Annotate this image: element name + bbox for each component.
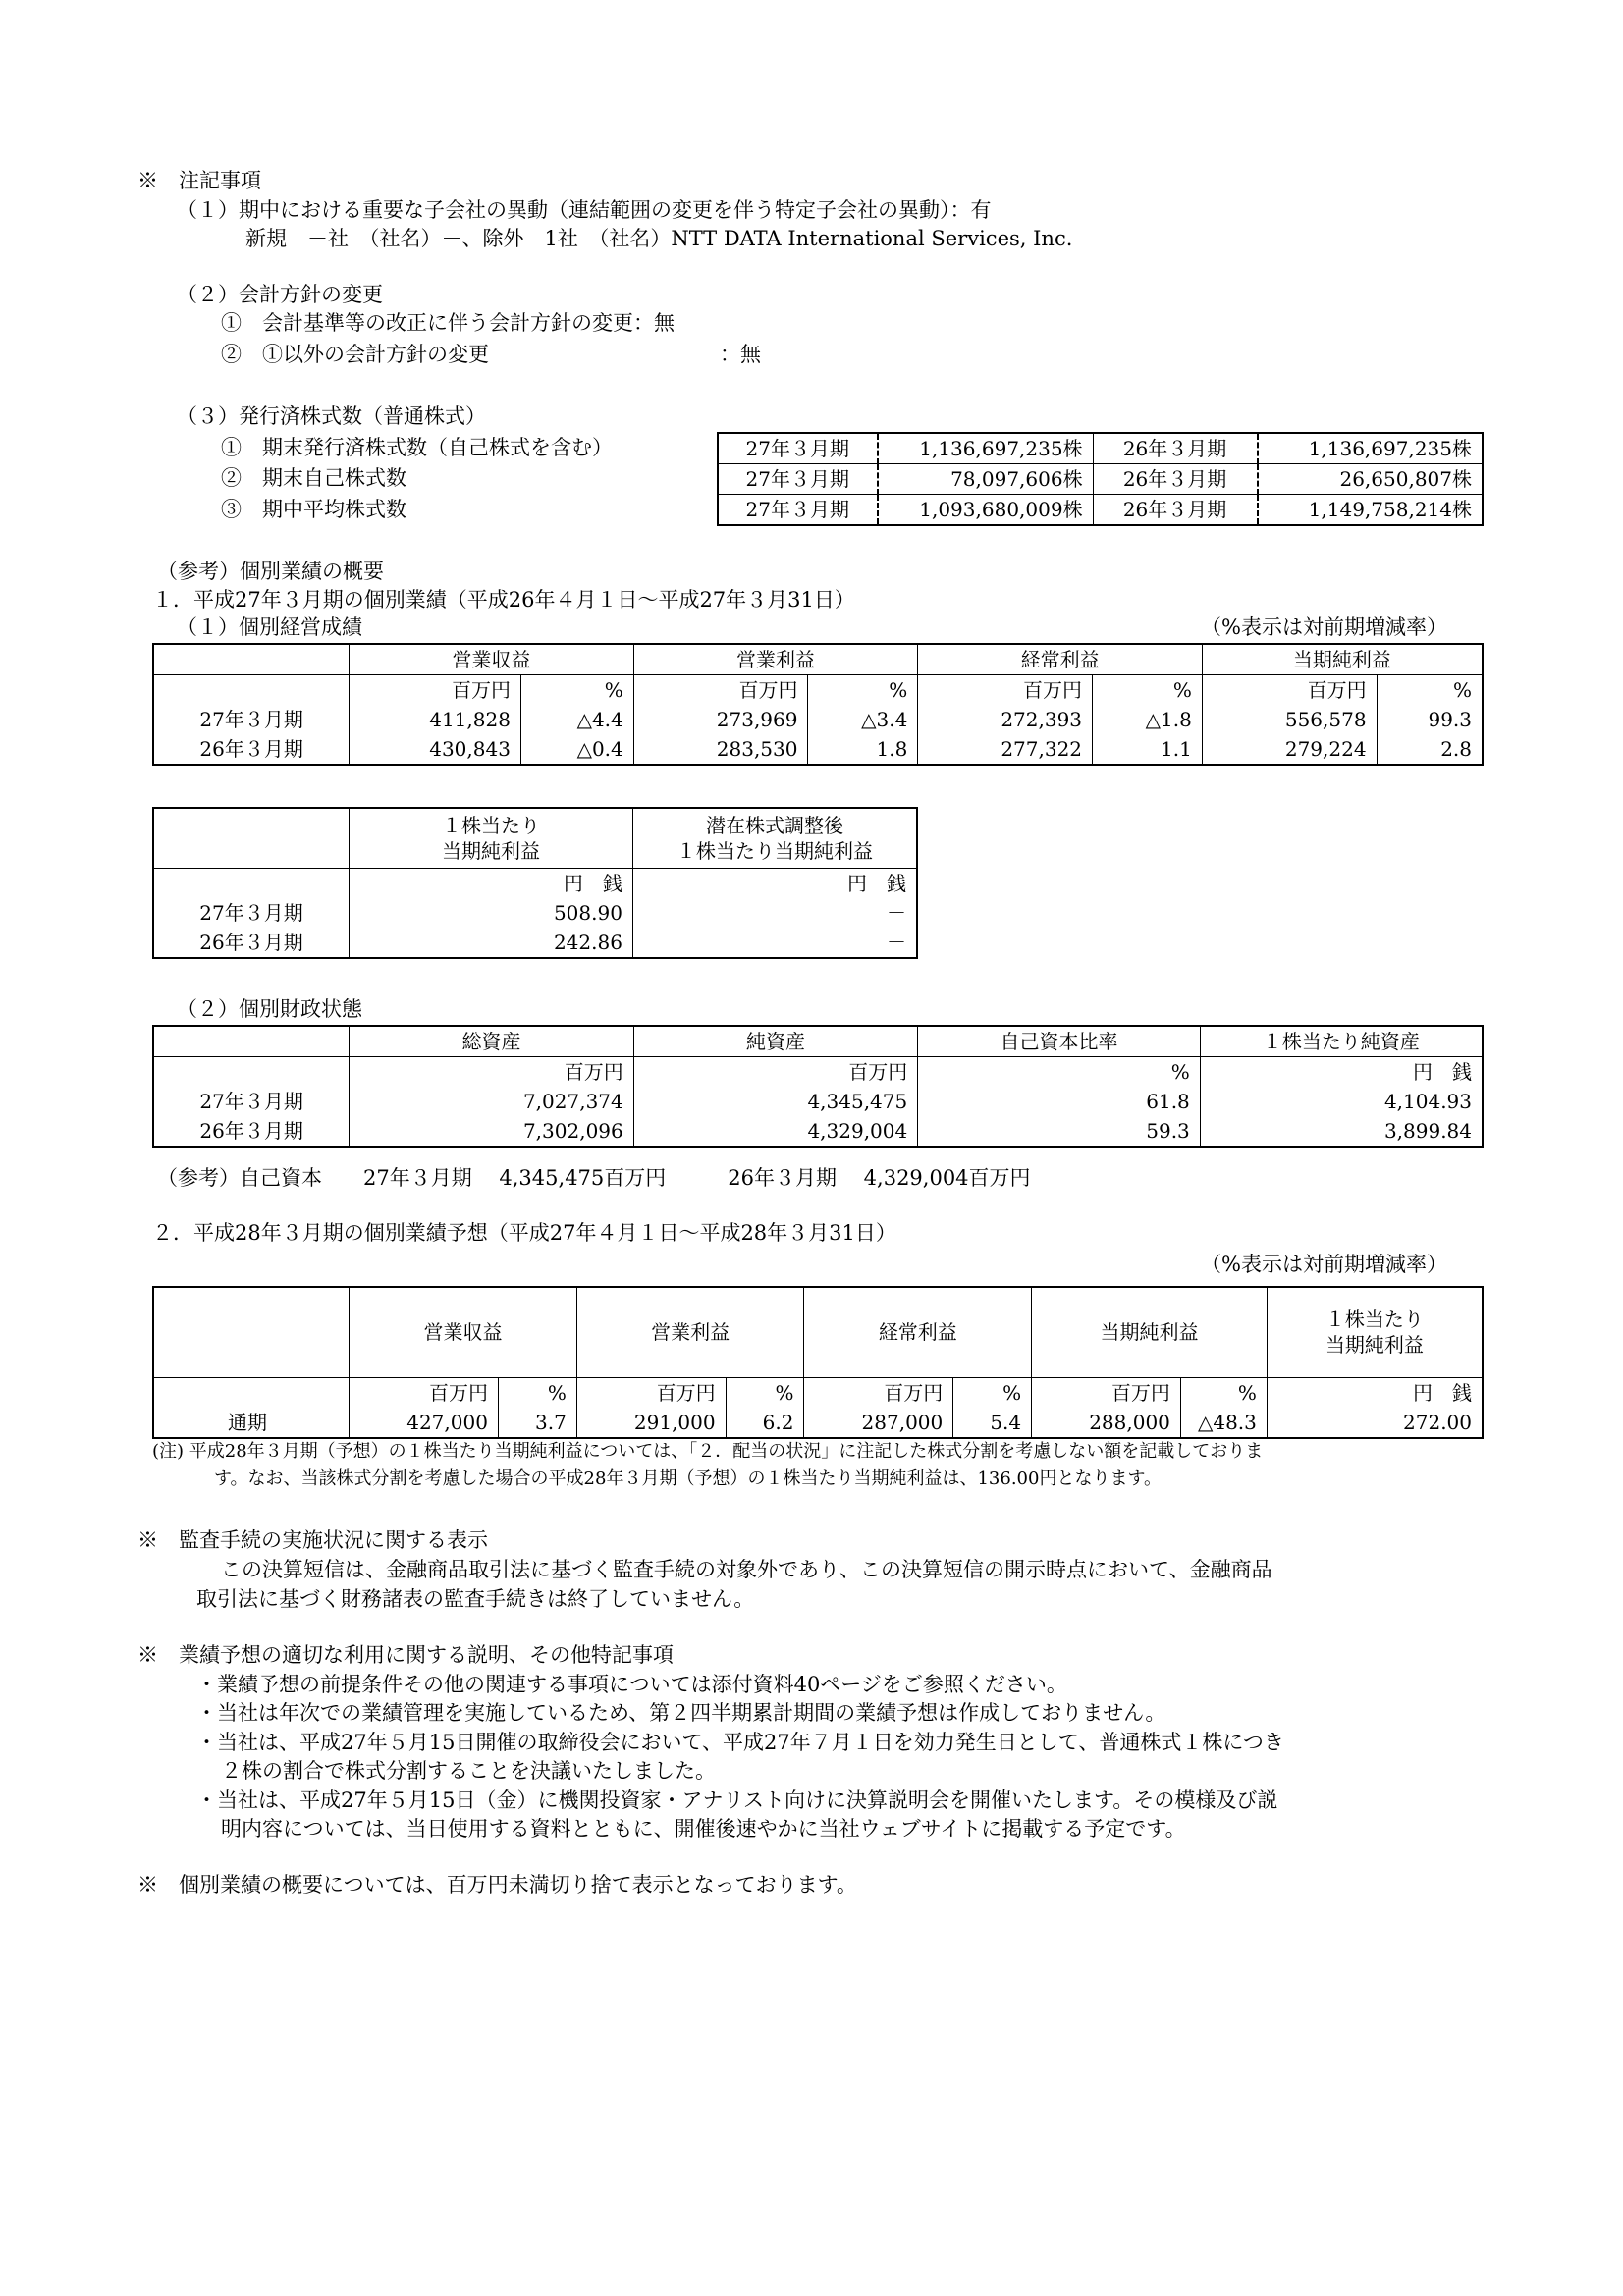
value-cell: 6.2 — [726, 1408, 804, 1438]
header-total-assets: 総資産 — [350, 1026, 633, 1057]
notes-item1-detail: 新規 －社 （社名）－、除外 1社 （社名）NTT DATA International Services, Inc. — [245, 227, 1073, 250]
ref-sec1-1: （１）個別経営成績 — [177, 615, 362, 639]
ref-pct-note: （%表示は対前期増減率） — [1201, 615, 1447, 639]
notes-item3-a: ① 期末発行済株式数（自己株式を含む） — [221, 436, 613, 459]
empty-cell — [153, 675, 350, 706]
value-cell: 7,302,096 — [350, 1116, 633, 1147]
value-cell: － — [632, 898, 917, 928]
notes-item3: （３）発行済株式数（普通株式） — [177, 404, 486, 428]
shares-value-cur: 1,136,697,235株 — [878, 433, 1094, 464]
table-row — [153, 705, 1483, 734]
row-label: 26年３月期 — [153, 1116, 350, 1147]
value-cell: 430,843 — [350, 734, 521, 765]
header-ordinary-income: 経常利益 — [804, 1287, 1032, 1377]
value-cell: 411,828 — [350, 705, 521, 734]
value-cell: 4,104.93 — [1200, 1087, 1483, 1116]
table-header-row — [153, 808, 917, 869]
forecast-use-bullet4a: ・当社は、平成27年５月15日（金）に機関投資家・アナリスト向けに決算説明会を開催いたします。その模様及び説 — [196, 1789, 1278, 1812]
header-diluted-eps — [632, 808, 917, 869]
table-row — [718, 464, 1483, 495]
shares-table — [717, 432, 1484, 526]
value-cell: △4.4 — [520, 705, 633, 734]
unit-cell: 百万円 — [350, 1377, 499, 1408]
unit-cell: 円 銭 — [632, 869, 917, 899]
value-cell: △48.3 — [1180, 1408, 1267, 1438]
row-label: 27年３月期 — [153, 1087, 350, 1116]
header-ordinary-income: 経常利益 — [918, 644, 1203, 675]
table-row — [153, 1087, 1483, 1116]
forecast-use-bullet2: ・当社は年次での業績管理を実施しているため、第２四半期累計期間の業績予想は作成しておりません。 — [196, 1701, 1166, 1725]
header-eps-line2: 当期純利益 — [1325, 1333, 1424, 1358]
value-cell: 272,393 — [918, 705, 1093, 734]
header-equity-ratio: 自己資本比率 — [918, 1026, 1201, 1057]
unit-cell: 百万円 — [1032, 1377, 1181, 1408]
value-cell: △0.4 — [520, 734, 633, 765]
forecast-heading: ２．平成28年３月期の個別業績予想（平成27年４月１日～平成28年３月31日） — [152, 1221, 896, 1245]
corner-cell — [153, 644, 350, 675]
unit-cell: 百万円 — [633, 1057, 917, 1088]
header-operating-income: 営業利益 — [633, 644, 918, 675]
table-row — [153, 1408, 1483, 1438]
corner-cell — [153, 1026, 350, 1057]
pct-cell: % — [520, 675, 633, 706]
unit-cell: 百万円 — [350, 675, 521, 706]
eps-table — [152, 807, 918, 959]
shares-value-prev: 26,650,807株 — [1258, 464, 1483, 495]
table-row — [718, 495, 1483, 526]
shares-period-prev: 26年３月期 — [1093, 464, 1257, 495]
value-cell: 288,000 — [1032, 1408, 1181, 1438]
notes-item3-b: ② 期末自己株式数 — [221, 466, 406, 490]
value-cell: 508.90 — [350, 898, 633, 928]
value-cell: 283,530 — [633, 734, 808, 765]
value-cell: 273,969 — [633, 705, 808, 734]
value-cell: 427,000 — [350, 1408, 499, 1438]
pct-cell: % — [808, 675, 918, 706]
empty-cell — [153, 1377, 350, 1408]
shares-period-prev: 26年３月期 — [1093, 433, 1257, 464]
header-operating-income: 営業利益 — [576, 1287, 804, 1377]
audit-heading: ※ 監査手続の実施状況に関する表示 — [137, 1528, 488, 1552]
notes-item1: （１）期中における重要な子会社の異動（連結範囲の変更を伴う特定子会社の異動）：有 — [177, 198, 992, 222]
value-cell: 3,899.84 — [1200, 1116, 1483, 1147]
forecast-use-bullet3b: ２株の割合で株式分割することを決議いたしました。 — [221, 1759, 716, 1783]
header-eps-line1: １株当たり — [1325, 1308, 1424, 1332]
value-cell: 279,224 — [1202, 734, 1377, 765]
pct-cell: % — [1180, 1377, 1267, 1408]
shares-period-cur: 27年３月期 — [718, 433, 878, 464]
value-cell: 242.86 — [350, 928, 633, 958]
row-label: 26年３月期 — [153, 734, 350, 765]
forecast-use-bullet1: ・業績予想の前提条件その他の関連する事項については添付資料40ページをご参照ください。 — [196, 1673, 1067, 1696]
header-net-income: 当期純利益 — [1202, 644, 1483, 675]
notes-item2-b-value: ：無 — [720, 343, 761, 366]
pct-cell: % — [1377, 675, 1483, 706]
shares-value-cur: 78,097,606株 — [878, 464, 1094, 495]
unit-cell: 百万円 — [804, 1377, 953, 1408]
header-net-income: 当期純利益 — [1032, 1287, 1268, 1377]
header-eps — [1267, 1287, 1483, 1377]
unit-cell: 百万円 — [1202, 675, 1377, 706]
forecast-use-heading: ※ 業績予想の適切な利用に関する説明、その他特記事項 — [137, 1643, 674, 1667]
ref-heading: （参考）個別業績の概要 — [157, 560, 384, 583]
table-row — [153, 1116, 1483, 1147]
pct-cell: % — [953, 1377, 1032, 1408]
forecast-use-bullet4b: 明内容については、当日使用する資料とともに、開催後速やかに当社ウェブサイトに掲載する予定です。 — [221, 1817, 1186, 1841]
ref-sec1: １．平成27年３月期の個別業績（平成26年４月１日～平成27年３月31日） — [152, 588, 855, 612]
audit-line2: 取引法に基づく財務諸表の監査手続きは終了していません。 — [196, 1587, 755, 1611]
value-cell: 287,000 — [804, 1408, 953, 1438]
forecast-use-bullet3a: ・当社は、平成27年５月15日開催の取締役会において、平成27年７月１日を効力発生日として、普通株式１株につき — [196, 1731, 1284, 1754]
notes-heading: ※ 注記事項 — [137, 169, 261, 192]
value-cell: 1.1 — [1093, 734, 1203, 765]
header-bps: １株当たり純資産 — [1200, 1026, 1483, 1057]
value-cell: △3.4 — [808, 705, 918, 734]
value-cell: 2.8 — [1377, 734, 1483, 765]
shares-period-cur: 27年３月期 — [718, 495, 878, 526]
header-eps-line2: 当期純利益 — [441, 839, 540, 863]
unit-cell: 百万円 — [918, 675, 1093, 706]
forecast-table — [152, 1286, 1484, 1439]
forecast-pct-note: （%表示は対前期増減率） — [1201, 1253, 1447, 1276]
pct-cell: % — [1093, 675, 1203, 706]
value-cell: 4,329,004 — [633, 1116, 917, 1147]
header-diluted-eps-line1: 潜在株式調整後 — [705, 814, 843, 837]
shares-value-prev: 1,149,758,214株 — [1258, 495, 1483, 526]
value-cell: 1.8 — [808, 734, 918, 765]
table-row — [718, 433, 1483, 464]
row-label: 27年３月期 — [153, 705, 350, 734]
final-note: ※ 個別業績の概要については、百万円未満切り捨て表示となっております。 — [137, 1873, 857, 1896]
fin-heading: （２）個別財政状態 — [177, 997, 362, 1021]
unit-cell: 円 銭 — [350, 869, 633, 899]
value-cell: 277,322 — [918, 734, 1093, 765]
value-cell: 99.3 — [1377, 705, 1483, 734]
value-cell: 556,578 — [1202, 705, 1377, 734]
header-net-assets: 純資産 — [633, 1026, 917, 1057]
table-row — [153, 898, 917, 928]
notes-item2-a: ① 会計基準等の改正に伴う会計方針の変更：無 — [221, 311, 675, 335]
header-eps — [350, 808, 633, 869]
header-diluted-eps-line2: １株当たり当期純利益 — [676, 839, 873, 863]
pct-cell: % — [498, 1377, 576, 1408]
header-revenue: 営業収益 — [350, 1287, 577, 1377]
fin-table — [152, 1025, 1484, 1148]
unit-cell: 百万円 — [633, 675, 808, 706]
table-header-row — [153, 644, 1483, 675]
table-row — [153, 734, 1483, 765]
table-unit-row — [153, 1377, 1483, 1408]
shares-value-prev: 1,136,697,235株 — [1258, 433, 1483, 464]
value-cell: 61.8 — [918, 1087, 1201, 1116]
value-cell: 272.00 — [1267, 1408, 1483, 1438]
shares-period-prev: 26年３月期 — [1093, 495, 1257, 526]
table-header-row — [153, 1026, 1483, 1057]
results-table — [152, 643, 1484, 766]
value-cell: 7,027,374 — [350, 1087, 633, 1116]
value-cell: 4,345,475 — [633, 1087, 917, 1116]
shares-period-cur: 27年３月期 — [718, 464, 878, 495]
unit-cell: % — [918, 1057, 1201, 1088]
empty-cell — [153, 869, 350, 899]
notes-item2-b: ② ①以外の会計方針の変更 — [221, 343, 489, 366]
empty-cell — [153, 1057, 350, 1088]
corner-cell — [153, 808, 350, 869]
table-row — [153, 928, 917, 958]
table-unit-row — [153, 869, 917, 899]
fin-ref-note: （参考）自己資本 27年３月期 4,345,475百万円 26年３月期 4,329,004百万円 — [157, 1166, 1031, 1190]
unit-cell: 百万円 — [576, 1377, 726, 1408]
value-cell: － — [632, 928, 917, 958]
value-cell: 3.7 — [498, 1408, 576, 1438]
row-label: 27年３月期 — [153, 898, 350, 928]
header-revenue: 営業収益 — [350, 644, 634, 675]
table-header-row — [153, 1287, 1483, 1377]
table-unit-row — [153, 675, 1483, 706]
unit-cell: 円 銭 — [1200, 1057, 1483, 1088]
notes-item2: （２）会計方針の変更 — [177, 283, 383, 306]
forecast-note-line1: (注) 平成28年３月期（予想）の１株当たり当期純利益については、「２．配当の状況」に注記した株式分割を考慮しない額を記載しておりま — [152, 1441, 1264, 1462]
value-cell: 59.3 — [918, 1116, 1201, 1147]
row-label: 26年３月期 — [153, 928, 350, 958]
shares-value-cur: 1,093,680,009株 — [878, 495, 1094, 526]
header-eps-line1: １株当たり — [441, 814, 540, 837]
value-cell: 5.4 — [953, 1408, 1032, 1438]
audit-line1: この決算短信は、金融商品取引法に基づく監査手続の対象外であり、この決算短信の開示時点において、金融商品 — [221, 1558, 1272, 1581]
forecast-note-line2: す。なお、当該株式分割を考慮した場合の平成28年３月期（予想）の１株当たり当期純利益は、136.00円となります。 — [214, 1468, 1163, 1489]
unit-cell: 円 銭 — [1267, 1377, 1483, 1408]
value-cell: △1.8 — [1093, 705, 1203, 734]
corner-cell — [153, 1287, 350, 1377]
pct-cell: % — [726, 1377, 804, 1408]
row-label: 通期 — [153, 1408, 350, 1438]
unit-cell: 百万円 — [350, 1057, 633, 1088]
value-cell: 291,000 — [576, 1408, 726, 1438]
table-unit-row — [153, 1057, 1483, 1088]
notes-item3-c: ③ 期中平均株式数 — [221, 498, 406, 521]
